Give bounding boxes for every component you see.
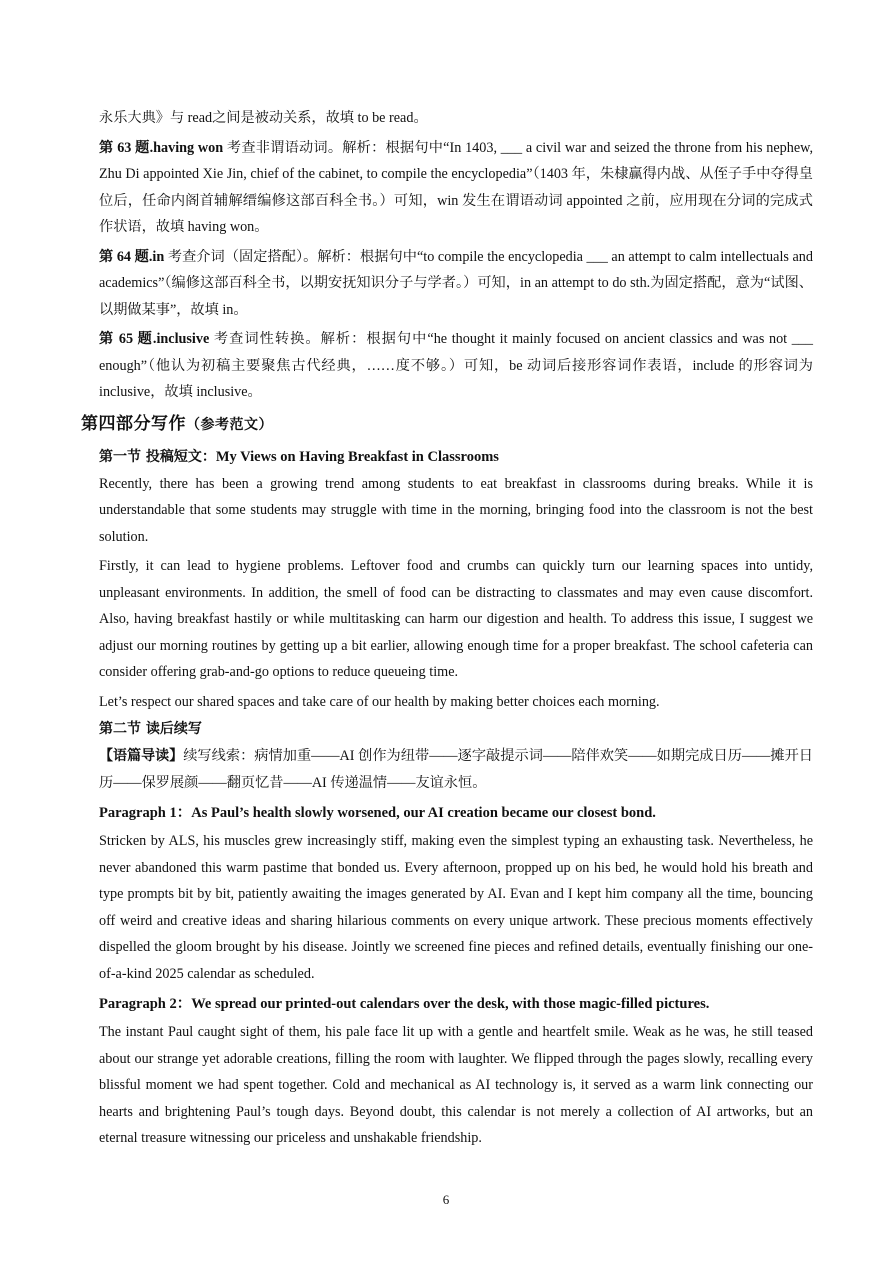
paragraph-two-text: The instant Paul caught sight of them, his pale face lit up with a gentle and heartfelt smile. Weak as he was, he still teased about our strange yet adorable creations, filling the room with laughter. We flipped through the pages slowly, recalling every blissful moment we had spent together. Cold and mechanical as AI technology is, it served as a warm link connecting our hearts and brightening Paul’s tough days. Beyond doubt, this calendar is not merely a collection of AI artworks, but an eternal treasure witnessing our priceless and unshakable friendship. (99, 1024, 813, 1146)
answer-explanation-q64 (99, 244, 813, 324)
page-number: 6 (442, 1192, 450, 1207)
paragraph-one-text: Stricken by ALS, his muscles grew increasingly stiff, making even the simplest typing an exhausting task. Nevertheless, he never abandoned this warm pastime that bonded us. Every afternoon, propped up on his bed, he would hold his breath and type prompts bit by bit, patiently awaiting the images generated by AI. Evan and I kept him company all the time, bouncing off weird and creative ideas and sharing hilarious comments on every unique artwork. These precious moments effectively dispelled the gloom brought by his disease. Jointly we screened fine pieces and refined details, eventually finishing our one-of-a-kind 2025 calendar as scheduled. (99, 833, 813, 982)
essay-paragraph: Recently, there has been a growing trend among students to eat breakfast in classrooms during breaks. While it is understandable that some students may struggle with time in the morning, bringing food into the classroom is not the best solution. (99, 475, 813, 545)
part-four-heading (81, 410, 795, 439)
answer-explanation-q65 (99, 326, 813, 406)
explanation-text: 考查词性转换。解析：根据句中“he thought it mainly focused on ancient classics and was not ___ enough”（他认为初稿主要聚焦古代经典，……度不够。）可知，be 动词后接形容词作表语，include 的形容词为 inclusive，故填 inclusive。 (99, 331, 813, 400)
explanation-text: 考查非谓语动词。解析：根据句中“In 1403, ___ a civil war and seized the throne from his nephew, Zhu Di appointed Xie Jin, chief of the cabinet, to compile the encyclopedia”（1403 年，朱棣赢得内战、从侄子手中夺得皇位后，任命内阁首辅解缙编修这部百科全书。）可知，win 发生在谓语动词 appointed 之前，应用现在分词的完成式作状语，故填 having won。 (99, 139, 813, 235)
section-one-heading (99, 443, 813, 471)
question-label: 第 65 题.inclusive (99, 331, 210, 347)
question-label: 第 64 题.in (99, 248, 165, 265)
paragraph-one-heading: Paragraph 1：As Paul’s health slowly worsened, our AI creation became our closest bond. (99, 805, 656, 821)
continued-answer-text: 永乐大典》与 read之间是被动关系，故填 to be read。 (99, 110, 428, 126)
part-subtitle: （参考范文） (186, 416, 273, 433)
guide-text: 续写线索：病情加重——AI 创作为纽带——逐字敲提示词——陪伴欢笑——如期完成日历——摊开日历——保罗展颜——翻页忆昔——AI 传递温情——友谊永恒。 (99, 748, 813, 791)
guide-label: 【语篇导读】 (99, 748, 184, 764)
part-title: 第四部分写作 (81, 413, 186, 434)
explanation-text: 考查介词（固定搭配）。解析：根据句中“to compile the encyclopedia ___ an attempt to calm intellectuals and academics”（编修这部百科全书，以期安抚知识分子与学者。）可知，in an attempt to do sth.为固定搭配，意为“试图、以期做某事”，故填 in。 (99, 248, 813, 318)
essay-paragraph: Firstly, it can lead to hygiene problems. Leftover food and crumbs can quickly turn our learning spaces into untidy, unpleasant environments. In addition, the smell of food can be distracting to classmates and may even cause discomfort. Also, having breakfast hastily or while multitasking can harm our digestion and health. To address this issue, I suggest we adjust our morning routines by getting up a bit earlier, allowing enough time for a proper breakfast. The school cafeteria can consider offering grab-and-go options to reduce queueing time. (99, 558, 813, 680)
essay-paragraph: Let’s respect our shared spaces and take care of our health by making better choices each morning. (99, 693, 660, 710)
reading-guide (99, 743, 813, 796)
answer-explanation-q63 (99, 135, 813, 241)
page-content (81, 105, 813, 1152)
essay-title: My Views on Having Breakfast in Classrooms (215, 448, 499, 465)
section-label: 第一节 投稿短文： (99, 448, 216, 465)
paragraph-two-heading: Paragraph 2：We spread our printed-out calendars over the desk, with those magic-filled pictures. (99, 996, 710, 1012)
question-label: 第 63 题.having won (99, 139, 224, 156)
section-two-heading: 第二节 读后续写 (99, 721, 202, 737)
